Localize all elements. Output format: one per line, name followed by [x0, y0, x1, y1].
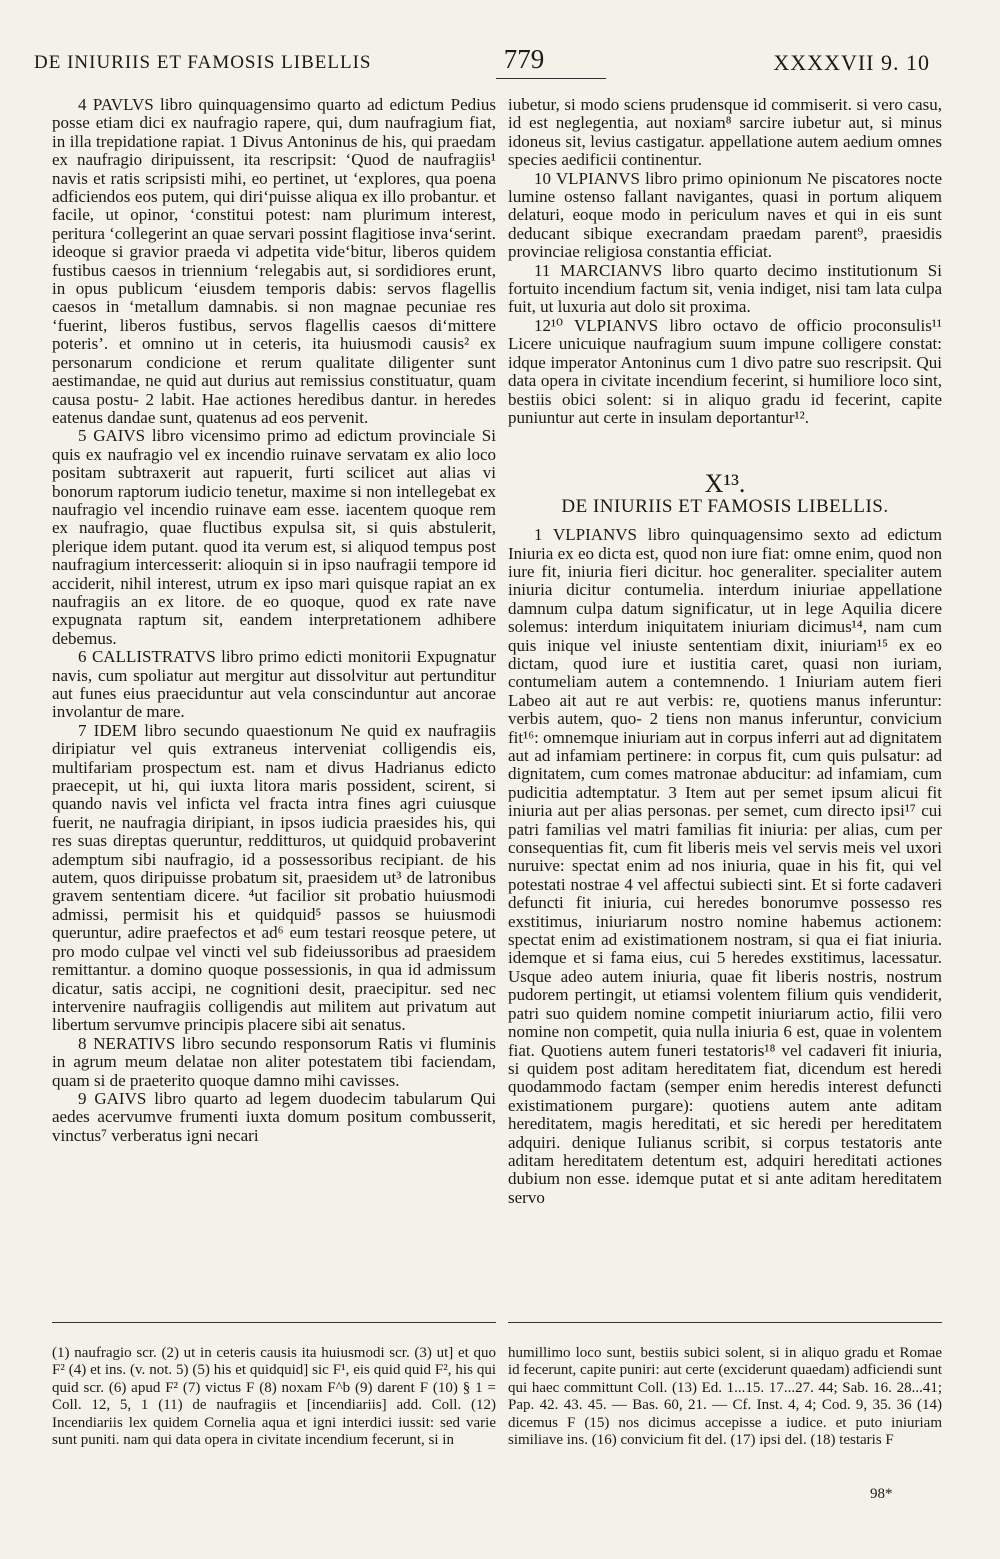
section-number: X¹³.: [704, 469, 746, 499]
page-header: [34, 44, 930, 84]
header-rule: [496, 78, 606, 79]
paragraph: 1 VLPIANVS libro quinquagensimo sexto ad edictum Iniuria ex eo dicta est, quod non iure fiat: omne enim, quod non iure fit, iniuria fieri dicitur. hoc generaliter. specialiter autem iniuria dicitur contumelia. interdum iniuriae appellatione damnum culpa datum significatur, ut in lege Aquilia dicere solemus: interdum iniquitatem iniuriam dicimus¹⁴, nam cum quis inique vel iniuste sententiam dixit, iniuriam¹⁵ ex eo dictam, quod iure et iustitia caret, quasi non iuriam, contumeliam autem a contemnendo. 1 Iniuriam autem fieri Labeo ait aut re aut verbis: re, quotiens manus inferuntur: verbis autem, quo- 2 tiens non manus inferuntur, convicium fit¹⁶: omnemque iniuriam aut in corpus inferri aut ad dignitatem aut ad infamiam pertinere: in corpus fit, cum quis pulsatur: ad dignitatem, cum comes matronae abducitur: ad infamiam, cum pudicitia adtemptatur. 3 Item aut per semet ipsum alicui fit iniuria aut per alias personas. per semet, cum directo ipsi¹⁷ cui patri familias vel matri familias fit iniuria: per alias, cum per consequentias fit, cum fit liberis meis vel servis meis vel uxori nuruive: spectat enim ad nos iniuria, quae in his fit, qui vel potestati nostrae 4 vel affectui subiecti sint. Et si forte cadaveri defuncti fit iniuria, cui heredes bonorumve possesso res exstitimus, iniuriarum nostro nomine habemus actionem: spectat enim ad existimationem nostram, si qua ei fiat iniuria. idemque et si fama eius, cui 5 heredes exstitimus, lacessatur. Usque adeo autem iniuria, quae fit liberis nostris, nostrum pudorem pertingit, ut etiamsi volentem filium quis vendiderit, patri suo quidem nomine competit iniuriarum actio, filii vero nomine non competit, quia nulla iniuria 6 est, quae in volentem fiat. Quotiens autem funeri testatoris¹⁸ vel cadaveri fit iniuria, si quidem post aditam hereditatem fiat, dicendum est heredi quodammodo factam (semper enim heredis interest defuncti existimationem purgare): quotiens autem ante aditam hereditatem, magis hereditati, et sic heredi per hereditatem adquiri. denique Iulianus scribit, si corpus testatoris ante aditam hereditatem detentum est, adquiri hereditati actiones dubium non esse. idemque putat et si ante aditam hereditatem servo: [508, 525, 942, 1207]
paragraph: 6 CALLISTRATVS libro primo edicti monitorii Expugnatur navis, cum spoliatur aut mergitur aut dissolvitur aut pertunditur aut funes eius praeciduntur aut vela conscinduntur aut ancorae involantur de mare.: [52, 647, 496, 722]
section-heading: [508, 469, 942, 517]
paragraph: 12¹⁰ VLPIANVS libro octavo de officio proconsulis¹¹ Licere unicuique naufragium suum impune colligere constat: idque imperator Antoninus cum 1 divo patre suo rescripsit. Qui data opera in civitate incendium fecerint, si humiliore loco sint, bestiis obici solent: si in aliquo gradu id fecerint, capite puniuntur aut certe in insulam deportantur¹².: [508, 315, 942, 427]
paragraph: 4 PAVLVS libro quinquagensimo quarto ad edictum Pedius posse etiam dici ex naufragio rapere, qui, dum naufragium fiat, in illa trepidatione rapiat. 1 Divus Antoninus de his, qui praedam ex naufragio diripuissent, ita rescripsit: ‘Quod de naufragiis¹ navis et ratis scripsisti mihi, eo pertinet, ut ‘explores, qua poena adficiendos eos putem, qui diri‘puisse aliqua ex illo probantur. et facile, ut opinor, ‘constitui potest: nam plurimum interest, peritura ‘collegerint an quae servari possint flagitiose inva‘serint. ideoque si gravior praeda vi adpetita vide‘bitur, liberos quidem fustibus caesos in triennium ‘relegabis aut, si sordidiores erunt, in opus publicum ‘eiusdem temporis dabis: servos flagellis caesos in ‘metallum damnabis. si non magnae pecuniae res ‘fuerint, liberos fustibus, servos flagellis caesos di‘mittere poteris’. et omnino ut in ceteris, ita huiusmodi causis² ex personarum condicione et rerum qualitate diligenter sunt aestimandae, ne quid aut durius aut remissius constituatur, quam causa postu- 2 labit. Hae actiones heredibus dantur. in heredes eatenus dandae sunt, quatenus ad eos pervenit.: [52, 95, 496, 427]
paragraph: 9 GAIVS libro quarto ad legem duodecim tabularum Qui aedes acervumve frumenti iuxta domum positum combusserit, vinctus⁷ verberatus igni necari: [52, 1088, 496, 1145]
page-number: 779: [503, 44, 545, 74]
right-column: [508, 96, 942, 1207]
footnote-rule-left: [52, 1322, 496, 1324]
signature-mark: 98*: [870, 1486, 893, 1502]
paragraph: 5 GAIVS libro vicensimo primo ad edictum provinciale Si quis ex naufragio vel ex incendio ruinave servatam ex alio loco positam subtraxerit aut rapuerit, furti scilicet aut alias vi bonorum raptorum iudicio tenetur, maxime si non intellegebat ex naufragio vel incendio ruinave eam esse. iacentem quoque rem ex naufragio, quae fluctibus expulsa sit, si quis abstulerit, plerique idem putant. quod ita verum est, si aliquod tempus post naufragium intercesserit: alioquin si in ipso naufragii tempore id acciderit, nihil interest, utrum ex ipso mari quisque rapiat an ex naufragiis an ex litore. de eo quoque, quod ex rate nave expugnata raptum sit, eandem interpretationem adhibere debemus.: [52, 426, 496, 648]
footnote-text: (1) naufragio scr. (2) ut in ceteris causis ita huiusmodi scr. (3) ut] et quo F² (4) et ins. (v. not. 5) (5) his et quidquid] sic F¹, eis quid quid F², his qui quid scr. (6) apud F² (7) victus F (8) noxam F^b (9) darent F (10) § 1 = Coll. 12, 5, 1 (11) de naufragiis et [incendiariis] add. Coll. (12) Incendiariis lex quidem Cornelia aqua et igni interdici iussit: sed varie sunt puniti. nam qui data opera in civitate incendium fecerunt, si in: [52, 1345, 496, 1449]
paragraph: 10 VLPIANVS libro primo opinionum Ne piscatores nocte lumine ostenso fallant navigantes, quasi in portum aliquem delaturi, eoque modo in periculum naves et qui in eis sunt deducant sibique execrandam praedam parent⁹, praesidis provinciae religiosa constantia efficiat.: [508, 168, 942, 262]
book-title-reference: XXXXVII 9. 10: [773, 50, 930, 75]
footnote-text: humillimo loco sunt, bestiis subici solent, si in aliquo gradu et Romae id fecerunt, capite puniri: aut certe (exciderunt quaedam) adficiendi sunt qui haec committunt Coll. (13) Ed. 1...15. 17...27. 44; Sab. 16. 28...41; Pap. 42. 43. 45. — Bas. 60, 21. — Cf. Inst. 4, 4; Cod. 9, 35. 36 (14) dicemus F (15) nos dicimus accepisse a iudice. et puto iniuriam similiave ins. (16) convicium fit del. (17) ipsi del. (18) testaris F: [508, 1345, 942, 1449]
running-title: DE INIURIIS ET FAMOSIS LIBELLIS: [34, 52, 372, 73]
footnotes-left: [52, 1345, 496, 1449]
footnote-rule-right: [508, 1322, 942, 1324]
footnotes-right: [508, 1345, 942, 1449]
paragraph: 8 NERATIVS libro secundo responsorum Ratis vi fluminis in agrum meum delatae non aliter potestatem tibi faciendam, quam si de praeterito quoque damno mihi cavisses.: [52, 1033, 496, 1090]
section-title: DE INIURIIS ET FAMOSIS LIBELLIS.: [561, 495, 889, 517]
paragraph: iubetur, si modo sciens prudensque id commiserit. si vero casu, id est neglegentia, aut noxiam⁸ sarcire iubetur aut, si minus idoneus sit, levius castigatur. appellatione autem aedium omnes species aedificii continentur.: [508, 95, 942, 170]
paragraph: 11 MARCIANVS libro quarto decimo institutionum Si fortuito incendium factum sit, venia indiget, nisi tam lata culpa fuit, ut luxuria aut dolo sit proxima.: [508, 260, 942, 317]
left-column: [52, 96, 496, 1145]
paragraph: 7 IDEM libro secundo quaestionum Ne quid ex naufragiis diripiatur vel quis extraneus interveniat colligendis eis, multifariam prospectum est. nam et divus Hadrianus edicto praecepit, ut hi, qui iuxta litora maris possident, scirent, si quando navis vel inficta vel fracta intra fines agri cuiusque fuerit, ne naufragia diripiant, in ipsos iudicia praesides his, qui res suas direptas queruntur, redditturos, ut quidquid probaverint ademptum sibi naufragio, id a possessoribus recipiant. de his autem, quos diripuisse probatum sit, praesidem ut³ de latronibus gravem sententiam dicere. ⁴ut facilior sit probatio huiusmodi admissi, permisit his et quidquid⁵ passos se huiusmodi queruntur, adire praefectos et ad⁶ eum testari reosque petere, ut pro modo culpae vel vincti vel sub fideiussoribus ad praesidem remittantur. a domino quoque possessionis, in qua id admissum dicatur, satis accipi, ne cognitioni desit, praecipitur. sed nec intervenire naufragiis colligendis aut militem aut privatum aut libertum servumve principis placere sibi ait senatus.: [52, 720, 496, 1035]
